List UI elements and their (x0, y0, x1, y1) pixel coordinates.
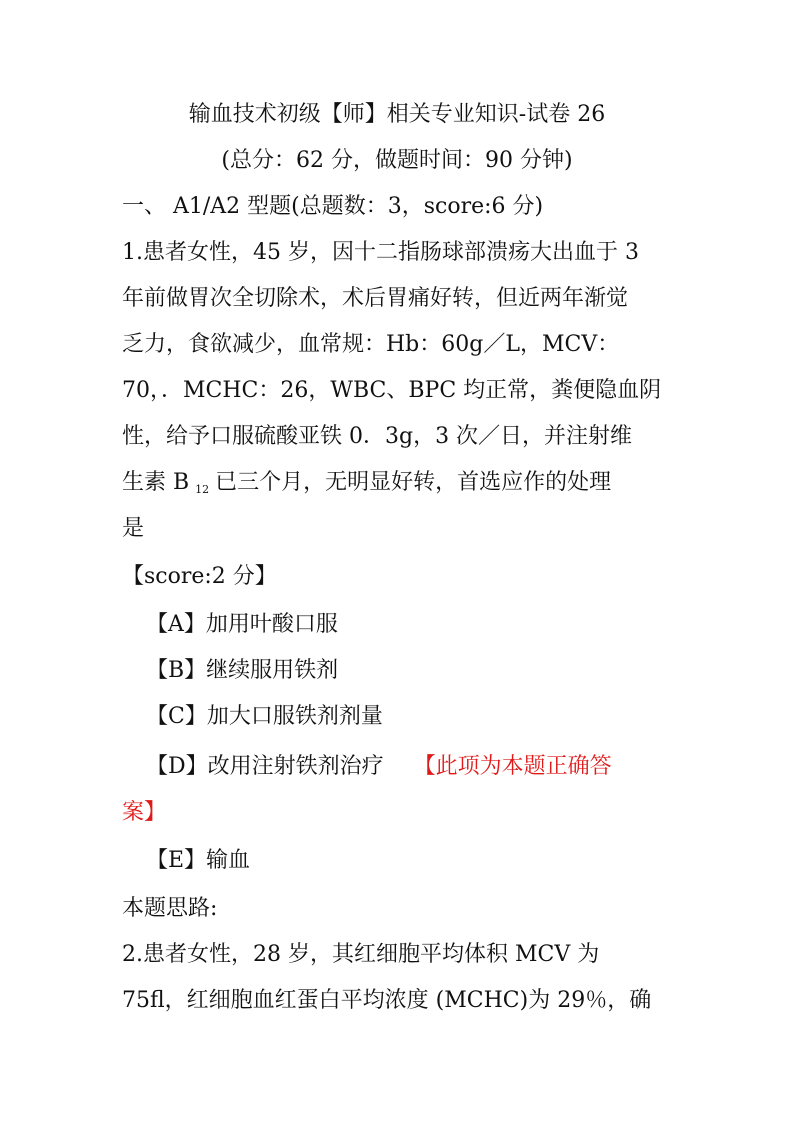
question-1-line-2: 年前做胃次全切除术，术后胃痛好转，但近两年渐觉 (122, 286, 629, 311)
question-1-line-3: 乏力，食欲减少，血常规：Hb：60g／L，MCV： (122, 332, 620, 357)
question-1-line-4: 70，．MCHC：26，WBC、BPC 均正常，粪便隐血阴 (122, 378, 662, 403)
section-heading: 一、 A1/A2 型题(总题数：3，score:6 分) (122, 194, 544, 219)
question-1-line-1: 1.患者女性，45 岁，因十二指肠球部溃疡大出血于 3 (122, 240, 639, 265)
correct-answer-mark: 【此项为本题正确答 (413, 754, 612, 779)
question-2-line-1: 2.患者女性，28 岁，其红细胞平均体积 MCV 为 (122, 942, 600, 967)
correct-answer-mark-continued: 案】 (122, 800, 167, 825)
question-1-line-7: 是 (122, 516, 145, 541)
document-subtitle: (总分：62 分，做题时间：90 分钟) (221, 148, 573, 173)
option-b: 【B】继续服用铁剂 (146, 658, 339, 683)
option-a: 【A】加用叶酸口服 (146, 612, 338, 637)
option-d-text: 【D】改用注射铁剂治疗 (146, 754, 384, 779)
vitamin-b-subscript: 12 (195, 483, 210, 496)
question-1-line-6-rest: 已三个月，无明显好转，首选应作的处理 (215, 470, 612, 495)
question-1-line-5: 性，给予口服硫酸亚铁 0．3g，3 次／日，并注射维 (122, 424, 633, 449)
question-1-score: 【score:2 分】 (122, 564, 277, 589)
option-d (146, 752, 612, 782)
question-1-line-6 (122, 468, 611, 505)
document-title: 输血技术初级【师】相关专业知识-试卷 26 (188, 102, 606, 127)
vitamin-b-text: 生素 B (122, 470, 190, 495)
question-2-line-2: 75fl，红细胞血红蛋白平均浓度 (MCHC)为 29％，确 (122, 988, 652, 1013)
option-c: 【C】加大口服铁剂剂量 (146, 704, 383, 729)
analysis-label: 本题思路: (122, 896, 218, 921)
option-e: 【E】输血 (146, 848, 251, 873)
